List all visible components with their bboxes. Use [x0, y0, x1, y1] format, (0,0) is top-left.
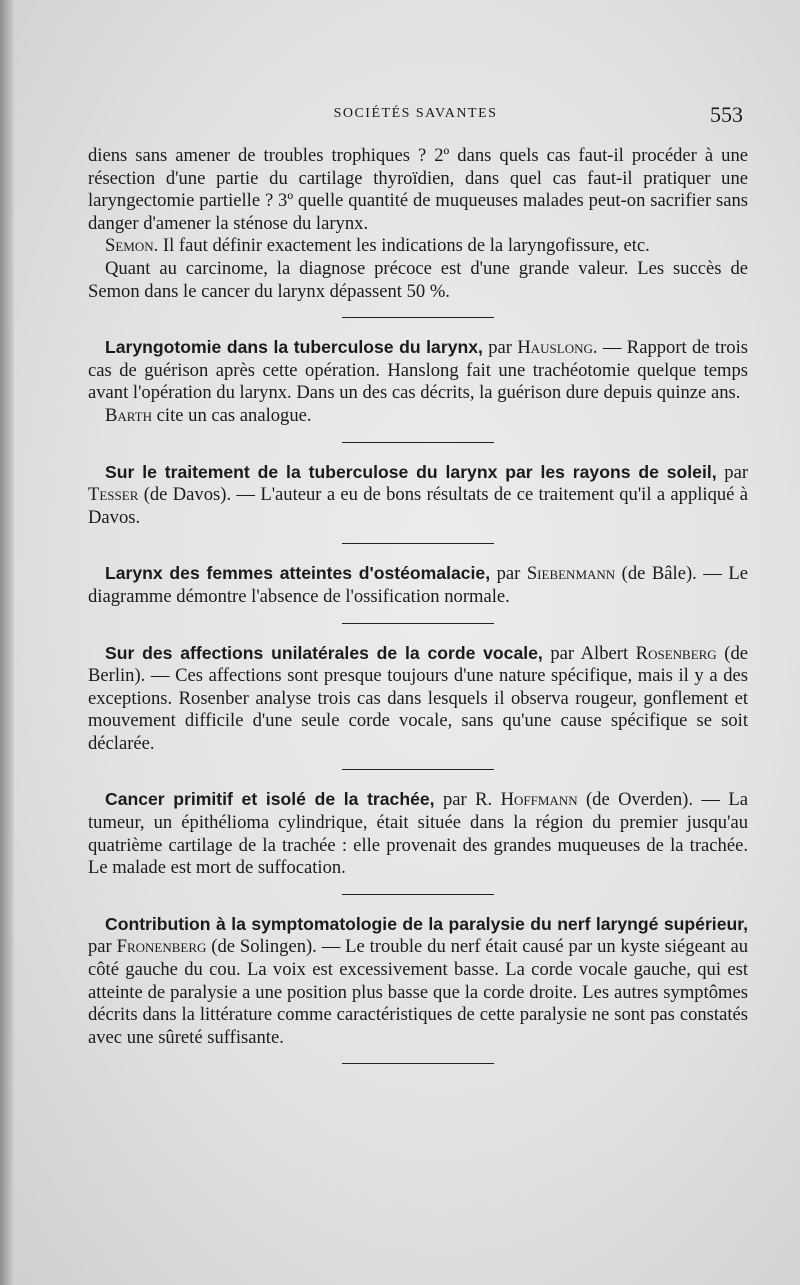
author-name: Barth: [105, 404, 153, 426]
running-head-title: SOCIÉTÉS SAVANTES: [333, 106, 498, 121]
section-corde-vocale: [88, 642, 748, 756]
by-text: par: [482, 337, 518, 359]
by-text: par: [716, 461, 749, 483]
author-name: Rosenberg: [635, 642, 717, 664]
section-rayons-soleil: [88, 461, 748, 530]
intro-paragraph: diens sans amener de troubles trophiques ? 2º dans quels cas faut-il procéder à une résection d'une partie du cartilage thyroïdien, dans quel cas faut-il pratiquer une laryngectomie partielle ? 3º quelle quantité de muqueuses malades peut-on sacrifier sans danger d'amener la sténose du larynx.: [88, 145, 748, 234]
section-divider: [342, 623, 494, 624]
section-body: (de Solingen). — Le trouble du nerf était causé par un kyste siégeant au côté gauche du cou. La voix est excessivement basse. La corde vocale gauche, qui est atteinte de paralysie a une position plus basse que la corde droite. Les autres symptômes décrits dans la littérature comme caractéristiques de cette paralysie ne sont pas constatés avec une sûreté suffisante.: [88, 936, 748, 1048]
section-cancer-trachee: [88, 788, 748, 879]
section-title: Larynx des femmes atteintes d'ostéomalacie,: [105, 563, 491, 584]
section-divider: [342, 1063, 494, 1064]
page-number: 553: [710, 102, 743, 127]
section-divider: [342, 769, 494, 770]
section-osteomalacie: [88, 562, 748, 608]
author-name: Hauslong.: [517, 337, 598, 359]
running-head: [88, 102, 743, 130]
section-title: Cancer primitif et isolé de la trachée,: [105, 789, 435, 810]
section-title: Sur le traitement de la tuberculose du larynx par les rayons de soleil,: [105, 461, 717, 482]
author-name: Hoffmann: [500, 789, 578, 811]
section-divider: [342, 894, 494, 895]
section-title: Sur des affections unilatérales de la corde vocale,: [105, 642, 543, 663]
section-divider: [342, 317, 494, 318]
section-divider: [342, 442, 494, 443]
section-body: (de Davos). — L'auteur a eu de bons résultats de ce traitement qu'il a appliqué à Davos.: [88, 484, 748, 528]
body-text: [88, 145, 748, 1082]
carcinome-paragraph: Quant au carcinome, la diagnose précoce est d'une grande valeur. Les succès de Semon dans le cancer du larynx dépassent 50 %.: [88, 257, 748, 302]
author-name: Siebenmann: [526, 563, 616, 585]
section-body: (de Overden). — La tumeur, un épithélioma cylindrique, était située dans la région du premier jusqu'au quatrième cartilage de la trachée : elle provenait des grandes muqueuses de la trachée. Le malade est mort de suffocation.: [88, 789, 748, 879]
section-title: Laryngotomie dans la tuberculose du larynx,: [105, 337, 483, 358]
semon-name: Semon.: [105, 235, 159, 257]
section-title: Contribution à la symptomatologie de la paralysie du nerf laryngé supérieur,: [105, 913, 748, 934]
section-body: (de Bâle). — Le diagramme démontre l'absence de l'ossification normale.: [88, 563, 748, 607]
section-body: cite un cas analogue.: [152, 404, 312, 426]
page-edge-shadow: [0, 0, 14, 1285]
section-laryngotomie: [88, 336, 748, 405]
section-nerf-laryngé: [88, 913, 748, 1050]
by-text: par R.: [434, 789, 501, 811]
semon-paragraph: [88, 235, 748, 258]
by-text: par: [88, 936, 117, 958]
section-body: (de Berlin). — Ces affections sont presque toujours d'une nature spécifique, mais il y a des exceptions. Rosenber analyse trois cas dans lesquels il observa rougeur, gonflement et mouvement difficile d'une seule corde vocale, sans qu'une cause spécifique se soit déclarée.: [88, 642, 748, 754]
section-body: — Rapport de trois cas de guérison après cette opération. Hanslong fait une trachéotomie quelque temps avant l'opération du larynx. Dans un des cas décrits, la guérison dure depuis quinze ans.: [88, 337, 748, 404]
author-name: Fronenberg: [116, 936, 207, 958]
by-text: par Albert: [542, 642, 636, 664]
author-name: Tesser: [88, 484, 139, 506]
barth-paragraph: [88, 405, 748, 428]
section-divider: [342, 543, 494, 544]
semon-text: Il faut définir exactement les indications de la laryngofissure, etc.: [158, 235, 650, 257]
by-text: par: [490, 563, 527, 585]
